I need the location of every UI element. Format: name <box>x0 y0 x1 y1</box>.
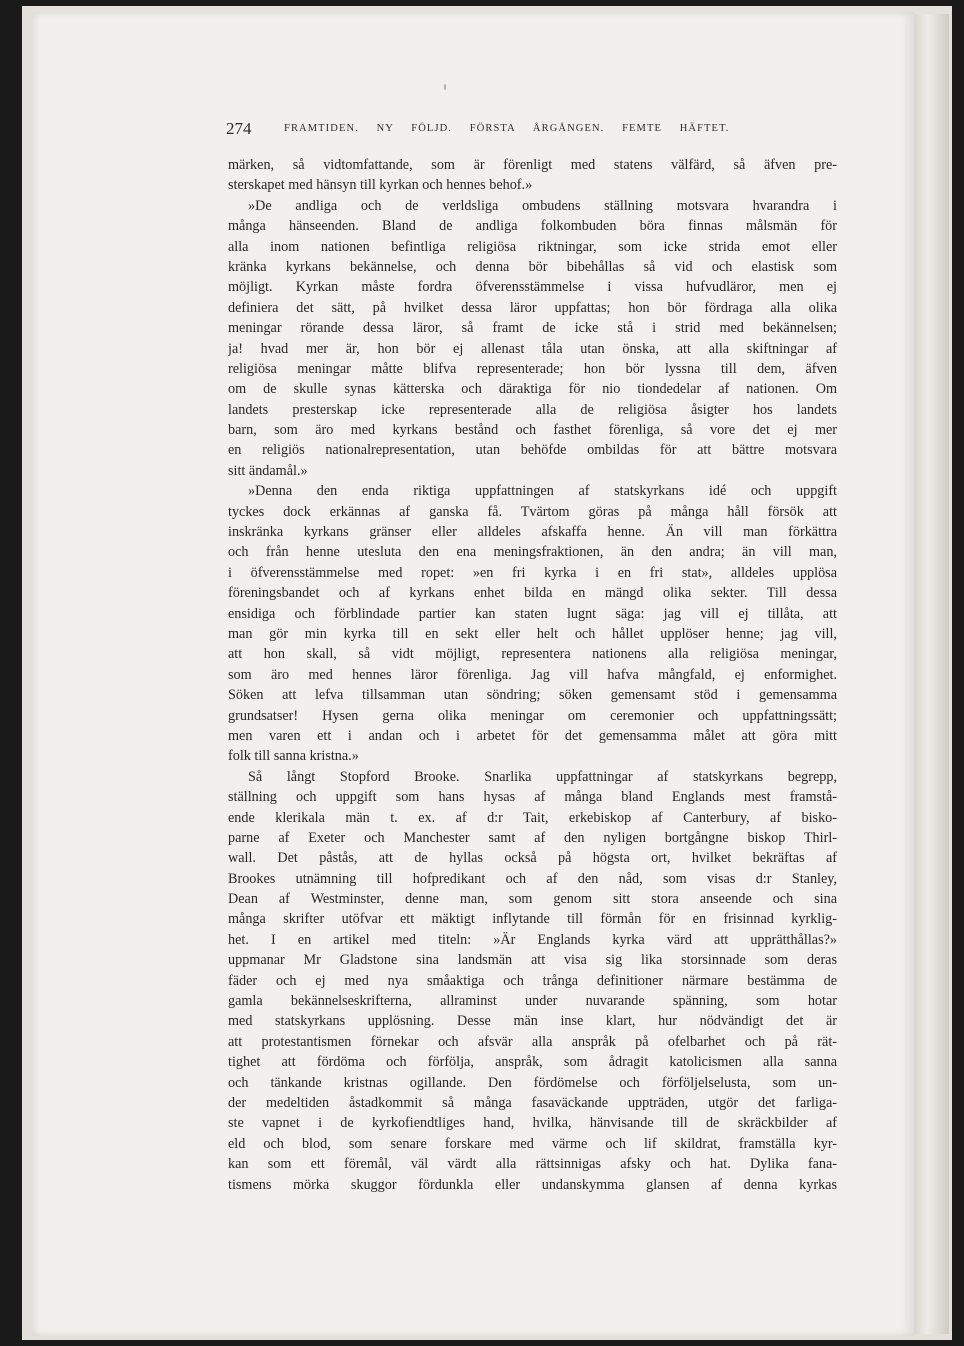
text-line: att hon skall, så vidt möjligt, representera nationens alla religiösa meningar, <box>228 646 837 663</box>
text-line: många hänseenden. Bland de andliga folkombuden böra finnas målsmän för <box>228 218 837 235</box>
text-line: som äro med hennes läror förenliga. Jag vill hafva mångfald, ej enformighet. <box>228 666 837 683</box>
text-line: ställning och uppgift som hans hysas af många bland Englands mest framstå- <box>228 789 837 806</box>
text-line: definiera det sätt, på hvilket dessa läror uppfattas; hon bör fördraga alla olika <box>228 299 837 316</box>
text-line: med statskyrkans upplösning. Desse män inse klart, hur nödvändigt det är <box>228 1013 837 1030</box>
page-number: 274 <box>226 119 252 138</box>
text-line: ensidiga och förblindade partier kan staten lugnt säga: jag vill ej tillåta, att <box>228 605 837 622</box>
text-line: möjligt. Kyrkan måste fordra öfverensstämmelse i vissa hufvudläror, men ej <box>228 279 837 296</box>
text-line: föreningsbandet och af kyrkans enhet bilda en mängd olika sekter. Till dessa <box>228 585 837 602</box>
text-line: ja! hvad mer är, hon bör ej allenast tåla utan önska, att alla skiftningar af <box>228 340 837 357</box>
text-line: grundsatser! Hysen gerna olika meningar om ceremonier och uppfattningssätt; <box>228 707 837 724</box>
text-line: tighet att fördöma och förfölja, anspråk, som ådragit katolicismen alla sanna <box>228 1054 837 1071</box>
text-line: inskränka kyrkans gränser eller alldeles afskaffa henne. Än vill man förkättra <box>228 524 837 541</box>
text-line: meningar rörande dessa läror, så framt de icke stå i strid med bekännelsen; <box>228 320 837 337</box>
text-line: fäder och ej med nya småaktiga och trånga definitioner närmare bestämma de <box>228 972 837 989</box>
text-line: uppmanar Mr Gladstone sina landsmän att visa sig lika storsinnade som deras <box>228 952 837 969</box>
text-line: parne af Exeter och Manchester samt af den nyligen bortgångne biskop Thirl- <box>228 829 837 846</box>
text-line: och från henne utesluta den ena meningsfraktionen, än den andra; än vill man, <box>228 544 837 561</box>
ink-smudge <box>444 84 446 90</box>
text-line: Brookes utnämning till hofpredikant och af den nåd, som visas d:r Stanley, <box>228 870 837 887</box>
text-line: »De andliga och de verldsliga ombudens ställning motsvara hvarandra i <box>248 197 837 214</box>
text-line: Dean af Westminster, denne man, som genom sitt stora anseende och sina <box>228 891 837 908</box>
text-line: många skrifter utöfvar ett mäktigt inflytande till förmån för en frisinnad kyrklig- <box>228 911 837 928</box>
text-line: tismens mörka skuggor fördunkla eller undanskymma glansen af denna kyrkas <box>228 1176 837 1193</box>
body-text <box>228 155 837 1195</box>
text-line: eld och blod, som senare forskare med värme och lif skildrat, framställa kyr- <box>228 1135 837 1152</box>
text-line: en religiös nationalrepresentation, utan behöfde ombildas för att bättre motsvara <box>228 442 837 459</box>
text-line: »Denna den enda riktiga uppfattningen af statskyrkans idé och uppgift <box>248 483 837 500</box>
text-line: wall. Det påstås, att de hyllas också på högsta ort, hvilket bekräftas af <box>228 850 837 867</box>
text-line: sterskapet med hänsyn till kyrkan och hennes behof.» <box>228 177 533 194</box>
text-line: kränka kyrkans bekännelse, och denna bör bibehållas så vid och elastisk som <box>228 258 837 275</box>
text-line: barn, som äro med kyrkans bestånd och fasthet förenliga, så vore det ej mer <box>228 422 837 439</box>
text-line: der medeltiden åstadkommit så många fasaväckande uppträden, utgör det farliga- <box>228 1094 837 1111</box>
text-line: religiösa meningar måtte blifva representerade; hon bör lyssna till dem, äfven <box>228 360 837 377</box>
text-line: folk till sanna kristna.» <box>228 748 359 765</box>
page-header <box>224 119 778 141</box>
text-line: gamla bekännelseskrifterna, allraminst under nuvarande spänning, som hotar <box>228 993 837 1010</box>
text-line: men varen ett i andan och i arbetet för det gemensamma målet att göra mitt <box>228 727 837 744</box>
running-head: FRAMTIDEN. NY FÖLJD. FÖRSTA ÅRGÅNGEN. FEMTE HÄFTET. <box>284 123 730 134</box>
text-line: kan som ett föremål, väl värdt alla rättsinnigas afsky och hat. Dylika fana- <box>228 1156 837 1173</box>
text-line: i öfverensstämmelse med ropet: »en fri kyrka i en fri stat», alldeles upplösa <box>228 564 837 581</box>
text-line: och tänkande kristnas ogillande. Den fördömelse och förföljelselusta, som un- <box>228 1074 837 1091</box>
text-line: man gör min kyrka till en sekt eller helt och hållet upplöser henne; jag vill, <box>228 625 837 642</box>
text-line: ste vapnet i de kyrkofiendtliges hand, hvilka, hänvisande till de skräckbilder af <box>228 1115 837 1132</box>
text-line: märken, så vidtomfattande, som är förenligt med statens välfärd, så äfven pre- <box>228 157 837 173</box>
text-line: tyckes dock erkännas af ganska få. Tvärtom göras på många håll försök att <box>228 503 837 520</box>
text-line: sitt ändamål.» <box>228 462 308 479</box>
text-line: ende klerikala män t. ex. af d:r Tait, erkebiskop af Canterbury, af bisko- <box>228 809 837 826</box>
text-line: om de skulle synas kätterska och däraktiga för nio tiondedelar af nationen. Om <box>228 381 837 398</box>
page-edge <box>912 14 949 1334</box>
text-line: alla inom nationen befintliga religiösa riktningar, som icke strida emot eller <box>228 238 837 255</box>
text-line: het. I en artikel med titeln: »Är Englands kyrka värd att upprätthållas?» <box>228 931 837 948</box>
text-line: Så långt Stopford Brooke. Snarlika uppfattningar af statskyrkans begrepp, <box>248 768 837 785</box>
text-line: att protestantismen förnekar och afsvär alla anspråk på ofelbarhet och på rät- <box>228 1033 837 1050</box>
text-line: Söken att lefva tillsamman utan söndring; söken gemensamt stöd i gemensamma <box>228 687 837 704</box>
text-line: landets presterskap icke representerade alla de religiösa åsigter hos landets <box>228 401 837 418</box>
